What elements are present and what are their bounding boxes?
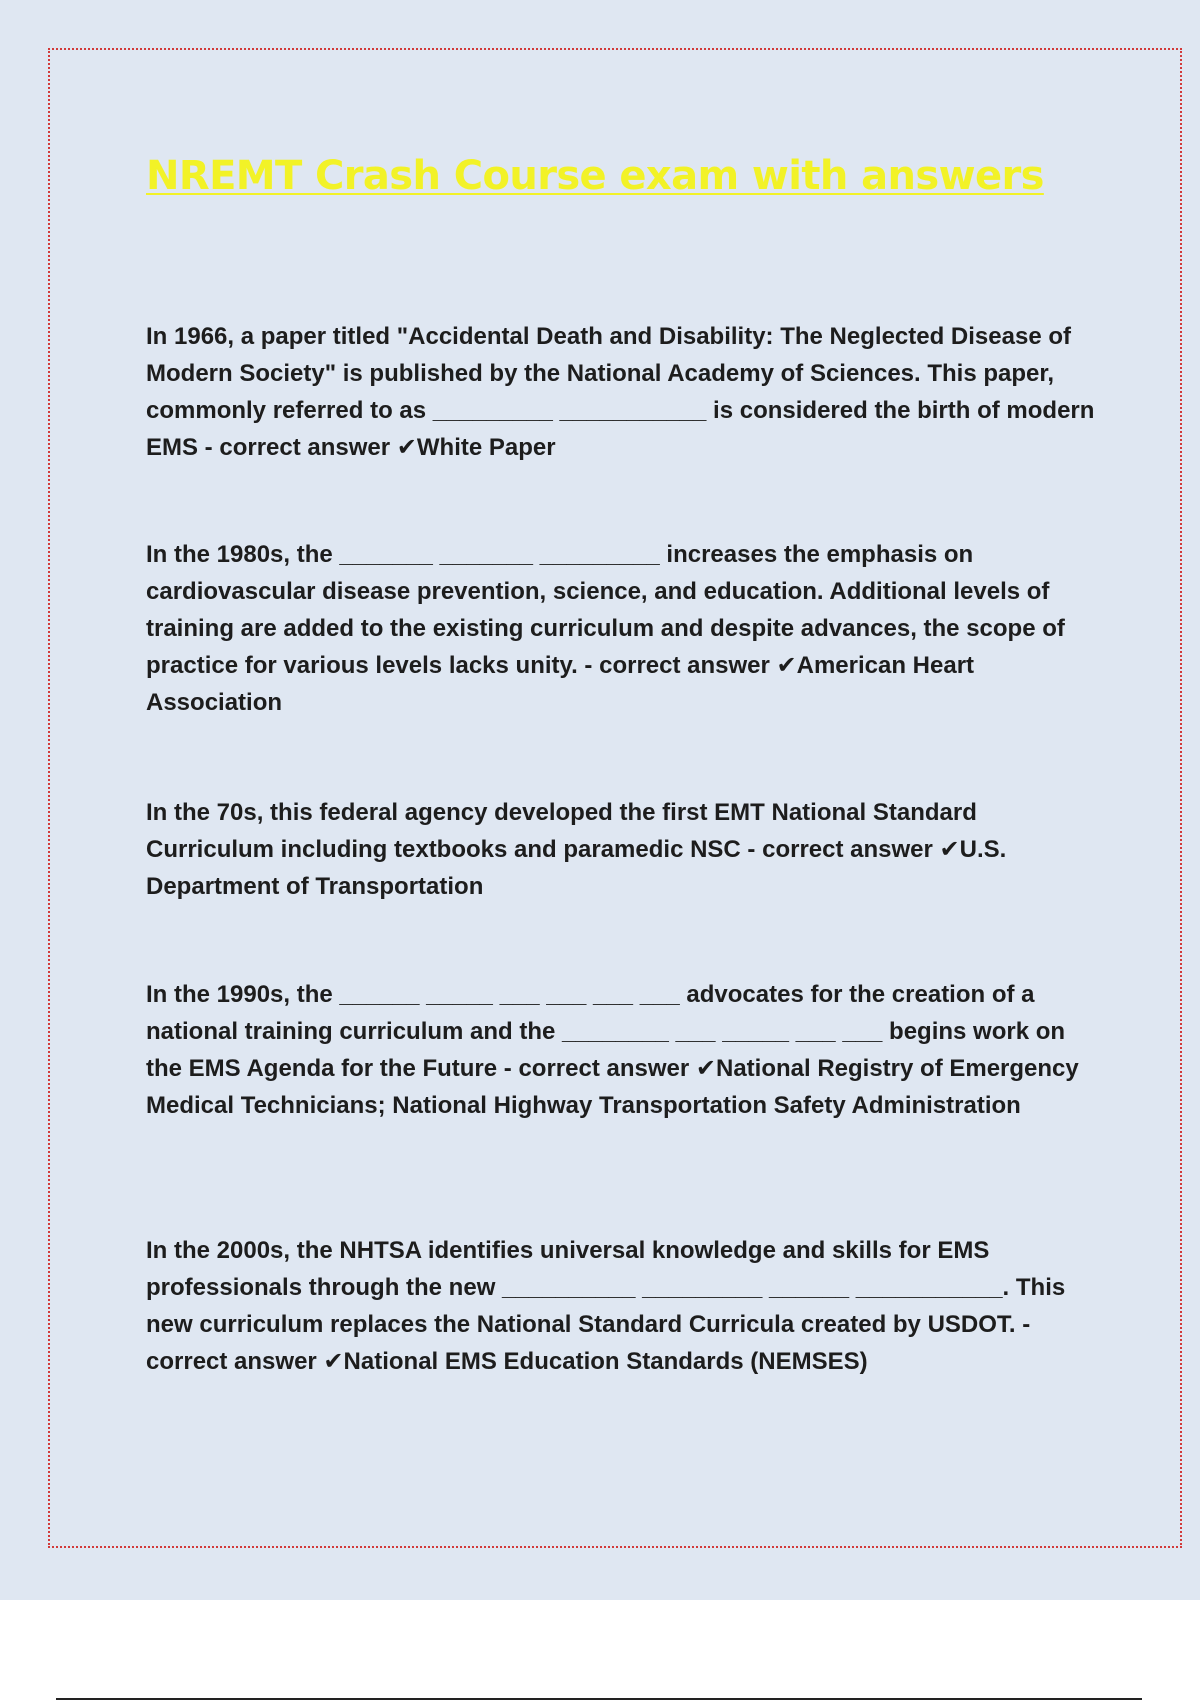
answer-separator: - correct answer [198, 434, 397, 461]
answer-text: American Heart Association [146, 652, 975, 716]
qa-item-2 [146, 536, 1096, 721]
checkmark-icon: ✔ [939, 835, 960, 863]
answer-separator: - correct answer [146, 1311, 1031, 1375]
answer-text: National Registry of Emergency Medical Technicians; National Highway Transportation Safety Administration [146, 1055, 1079, 1119]
question-text: In the 70s, this federal agency developed the first EMT National Standard Curriculum including textbooks and paramedic NSC [146, 799, 977, 863]
answer-text: White Paper [416, 434, 556, 461]
answer-text: National EMS Education Standards (NEMSES) [343, 1348, 868, 1375]
answer-separator: - correct answer [497, 1055, 696, 1082]
answer-text: U.S. Department of Transportation [146, 836, 1007, 900]
answer-separator: - correct answer [740, 836, 940, 863]
checkmark-icon: ✔ [396, 433, 417, 461]
qa-item-1 [146, 318, 1096, 466]
question-text: In the 1980s, the _______ _______ _________ increases the emphasis on cardiovascular disease prevention, science, and education. Additional levels of training are added to the existing curriculum and despite advances, the scope of practice for various levels lacks unity. [146, 541, 1065, 679]
question-text: In the 1990s, the ______ _____ ___ ___ ___ ___ advocates for the creation of a national training curriculum and the ________ ___ _____ ___ ___ begins work on the EMS Agenda for the Future [146, 981, 1066, 1082]
qa-item-3 [146, 794, 1096, 905]
answer-separator: - correct answer [577, 652, 777, 679]
question-text: In the 2000s, the NHTSA identifies universal knowledge and skills for EMS professionals through the new __________ _________ ______ ___________. This new curriculum replaces the National Standard Curricula created by USDOT. [146, 1237, 1066, 1338]
question-text: In 1966, a paper titled "Accidental Death and Disability: The Neglected Disease of Modern Society" is published by the National Academy of Sciences. This paper, commonly referred to as _________ ___________ is considered the birth of modern EMS [146, 323, 1095, 461]
checkmark-icon: ✔ [323, 1347, 344, 1375]
qa-item-4 [146, 976, 1096, 1124]
document-title: NREMT Crash Course exam with answers [146, 153, 1044, 199]
checkmark-icon: ✔ [695, 1054, 716, 1082]
qa-item-5 [146, 1232, 1096, 1380]
checkmark-icon: ✔ [776, 651, 797, 679]
